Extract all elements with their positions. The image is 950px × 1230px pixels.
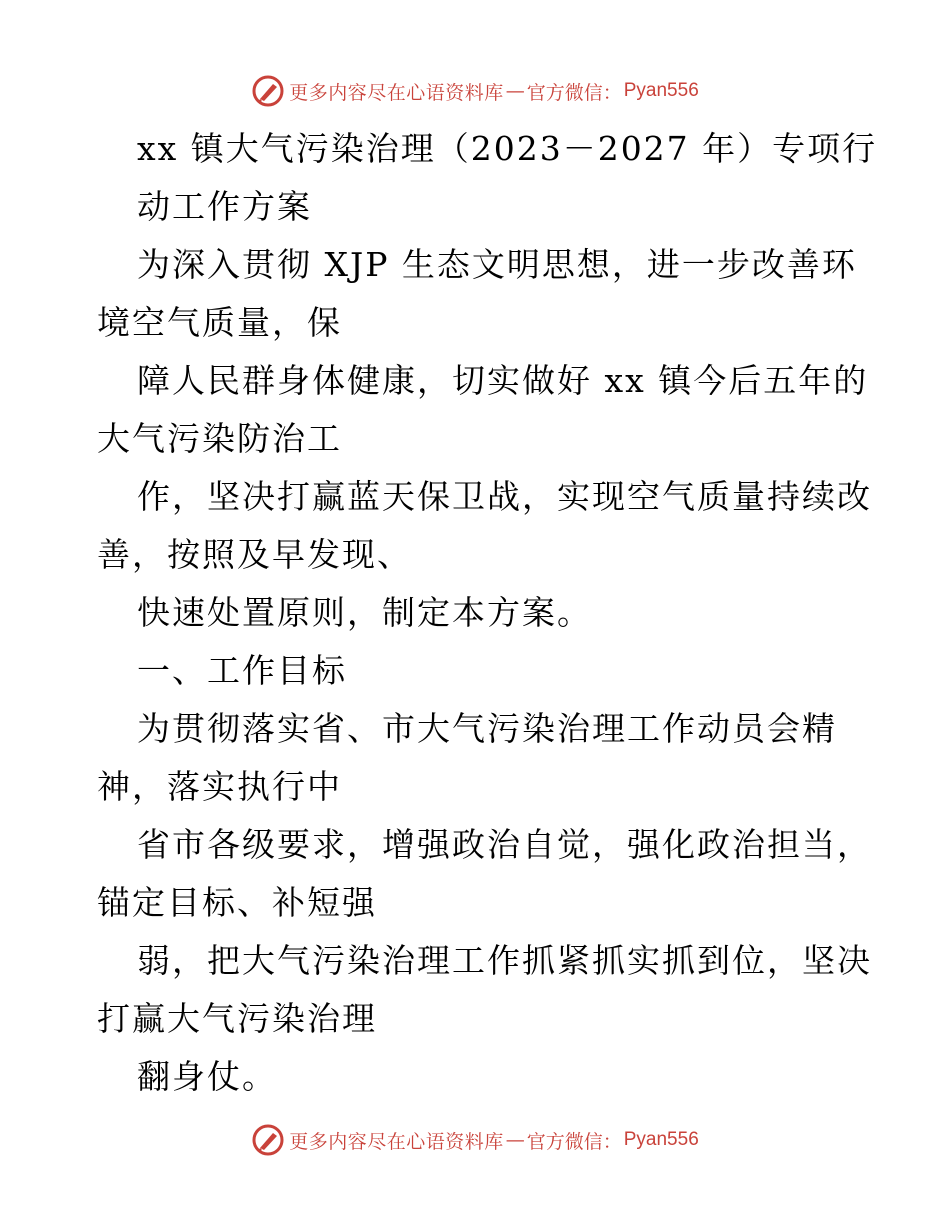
text-line: 省市各级要求，增强政治自觉，强化政治担当， xyxy=(137,825,872,864)
watermark-text: 更多内容尽在心语资料库 xyxy=(289,1130,504,1153)
pen-logo-icon xyxy=(251,1123,285,1157)
text-line: 弱，把大气污染治理工作抓紧抓实抓到位，坚决 xyxy=(137,941,872,980)
watermark-separator: — xyxy=(505,80,525,102)
pen-logo-icon xyxy=(251,74,285,108)
text-line: 为贯彻落实省、市大气污染治理工作动员会精 xyxy=(137,709,837,748)
text-line: 动工作方案 xyxy=(137,187,312,226)
watermark-official-label: 官方微信： xyxy=(526,1130,622,1153)
watermark-wechat-id: Pyan556 xyxy=(623,1129,699,1150)
text-line: 障人民群身体健康，切实做好 xx 镇今后五年的 xyxy=(137,361,869,400)
text-line: 为深入贯彻 XJP 生态文明思想，进一步改善环 xyxy=(137,245,857,284)
text-line: 境空气质量，保 xyxy=(97,303,342,342)
text-line: 打赢大气污染治理 xyxy=(97,999,377,1038)
text-line: 大气污染防治工 xyxy=(97,419,342,458)
watermark-official-label: 官方微信： xyxy=(526,81,622,104)
watermark-wechat-id: Pyan556 xyxy=(623,80,699,101)
watermark-text: 更多内容尽在心语资料库 xyxy=(289,81,504,104)
text-line: 神，落实执行中 xyxy=(97,767,342,806)
text-line: 善，按照及早发现、 xyxy=(97,535,412,574)
text-line: 一、工作目标 xyxy=(137,651,347,690)
text-line: 作，坚决打赢蓝天保卫战，实现空气质量持续改 xyxy=(137,477,872,516)
watermark-footer xyxy=(0,1120,950,1160)
text-line: 翻身仗。 xyxy=(137,1057,277,1096)
watermark-separator: — xyxy=(505,1129,525,1151)
watermark-header xyxy=(0,71,950,111)
text-line: 快速处置原则，制定本方案。 xyxy=(137,593,592,632)
text-line: xx 镇大气污染治理（2023－2027 年）专项行 xyxy=(137,129,878,168)
text-line: 锚定目标、补短强 xyxy=(97,883,377,922)
